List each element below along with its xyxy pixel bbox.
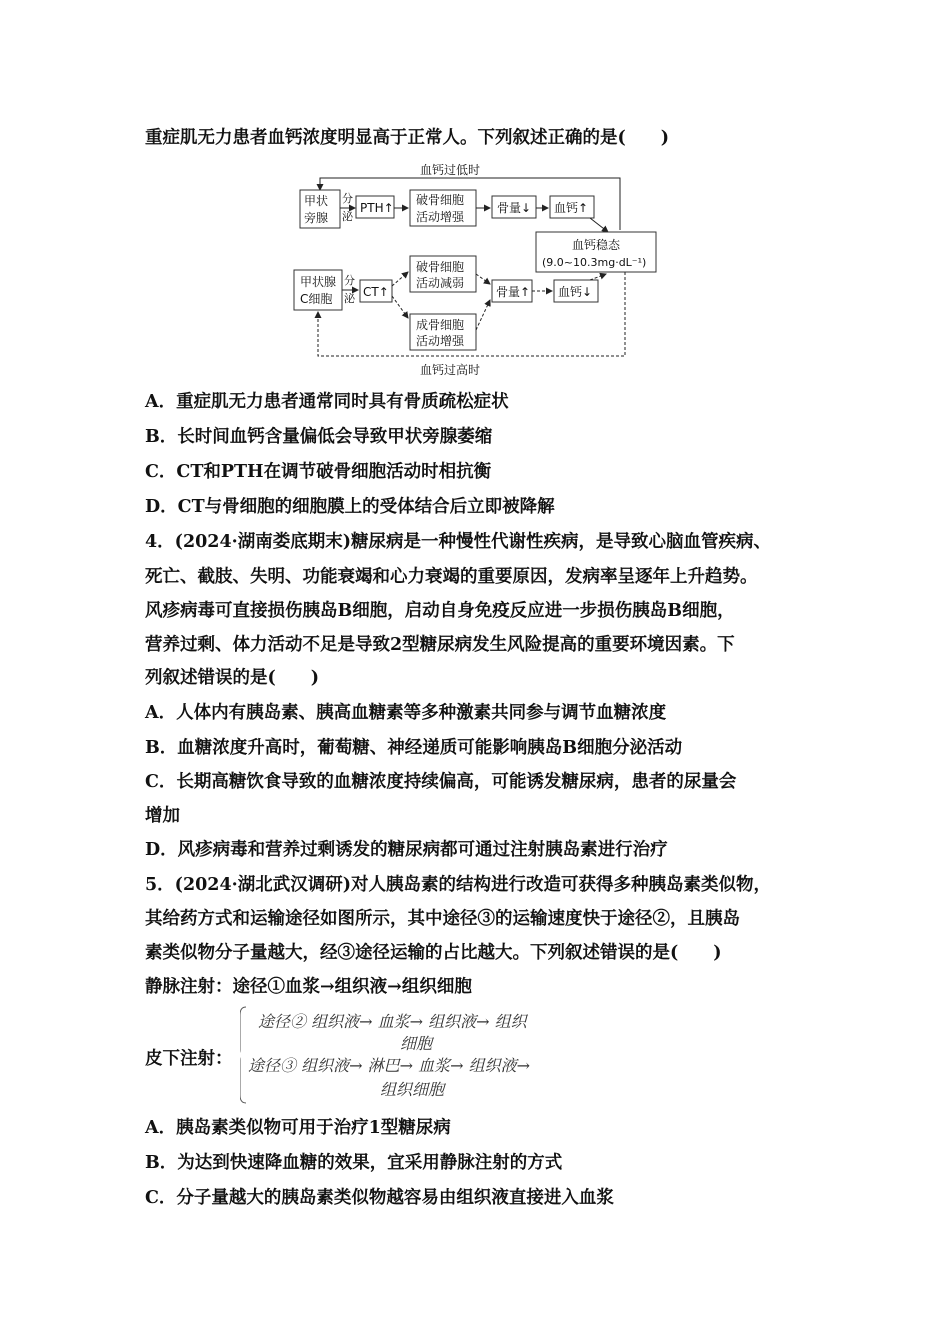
osteoclast-down-l2: 活动减弱 — [416, 276, 465, 290]
q5-option-c: C．分子量越大的胰岛素类似物越容易由组织液直接进入血浆 — [145, 1188, 614, 1208]
top-label: 血钙过低时 — [420, 163, 481, 177]
osteoblast-up-l1: 成骨细胞 — [416, 318, 465, 332]
q5-sc-label: 皮下注射： — [145, 1049, 233, 1069]
osteoclast-up-l2: 活动增强 — [416, 210, 465, 224]
parathyroid-l1: 甲状 — [304, 194, 329, 208]
q5-option-a: A．胰岛素类似物可用于治疗1型糖尿病 — [145, 1118, 451, 1138]
secrete1-b: 泌 — [342, 210, 353, 223]
q4-stem-1: 4．(2024·湖南娄底期末)糖尿病是一种慢性代谢性疾病，是导致心脑血管疾病、 — [145, 532, 772, 552]
thyroid-c-l1: 甲状腺 — [300, 275, 337, 289]
q5-stem-3: 素类似物分子量越大，经③途径运输的占比越大。下列叙述错误的是( ) — [145, 943, 722, 963]
q4-stem-3: 风疹病毒可直接损伤胰岛B细胞，启动自身免疫反应进一步损伤胰岛B细胞， — [145, 601, 735, 621]
q4-option-b: B．血糖浓度升高时，葡萄糖、神经递质可能影响胰岛B细胞分泌活动 — [145, 738, 683, 758]
calcium-up-label: 血钙↑ — [554, 201, 589, 215]
route3-l2: 组织细胞 — [380, 1080, 445, 1099]
parathyroid-l2: 旁腺 — [304, 211, 329, 225]
osteoclast-down-l1: 破骨细胞 — [416, 260, 465, 274]
secrete2-a: 分 — [344, 274, 355, 287]
q3-stem: 重症肌无力患者血钙浓度明显高于正常人。下列叙述正确的是( ) — [145, 128, 670, 148]
route3-l1: 途径③ 组织液→ 淋巴→ 血浆→ 组织液→ — [248, 1056, 530, 1075]
homeostasis-l2: (9.0~10.3mg·dL⁻¹) — [542, 256, 647, 269]
q4-option-c-cont: 增加 — [145, 806, 180, 826]
osteoblast-up-l2: 活动增强 — [416, 334, 465, 348]
calcium-regulation-diagram — [290, 160, 670, 380]
route2-l2: 细胞 — [400, 1034, 433, 1053]
secrete2-b: 泌 — [344, 292, 355, 305]
q4-stem-4: 营养过剩、体力活动不足是导致2型糖尿病发生风险提高的重要环境因素。下 — [145, 635, 735, 655]
q4-stem-5: 列叙述错误的是( ) — [145, 668, 320, 688]
q4-stem-2: 死亡、截肢、失明、功能衰竭和心力衰竭的重要原因，发病率呈逐年上升趋势。 — [145, 567, 758, 587]
q5-option-b: B．为达到快速降血糖的效果，宜采用静脉注射的方式 — [145, 1153, 563, 1173]
homeostasis-l1: 血钙稳态 — [572, 238, 621, 252]
bone-up-label: 骨量↑ — [496, 285, 531, 299]
q3-option-a: A．重症肌无力患者通常同时具有骨质疏松症状 — [145, 392, 509, 412]
thyroid-c-l2: C细胞 — [300, 292, 333, 306]
sc-routes — [240, 1005, 600, 1105]
q3-option-d: D．CT与骨细胞的细胞膜上的受体结合后立即被降解 — [145, 497, 555, 517]
q4-option-d: D．风疹病毒和营养过剩诱发的糖尿病都可通过注射胰岛素进行治疗 — [145, 840, 668, 860]
q4-option-a: A．人体内有胰岛素、胰高血糖素等多种激素共同参与调节血糖浓度 — [145, 703, 667, 723]
osteoclast-up-l1: 破骨细胞 — [416, 193, 465, 207]
q5-iv-route: 静脉注射：途径①血浆→组织液→组织细胞 — [145, 977, 472, 997]
bottom-label: 血钙过高时 — [420, 363, 481, 377]
pth-label: PTH↑ — [360, 201, 394, 215]
ct-label: CT↑ — [363, 285, 389, 299]
q3-option-b: B．长时间血钙含量偏低会导致甲状旁腺萎缩 — [145, 427, 493, 447]
q5-stem-1: 5．(2024·湖北武汉调研)对人胰岛素的结构进行改造可获得多种胰岛素类似物， — [145, 875, 772, 895]
q5-stem-2: 其给药方式和运输途径如图所示，其中途径③的运输速度快于途径②，且胰岛 — [145, 909, 740, 929]
route2-l1: 途径② 组织液→ 血浆→ 组织液→ 组织 — [258, 1012, 527, 1031]
bone-down-label: 骨量↓ — [497, 201, 532, 215]
q3-option-c: C．CT和PTH在调节破骨细胞活动时相抗衡 — [145, 462, 492, 482]
q4-option-c: C．长期高糖饮食导致的血糖浓度持续偏高，可能诱发糖尿病，患者的尿量会 — [145, 772, 737, 792]
secrete1-a: 分 — [342, 192, 353, 205]
calcium-down-label: 血钙↓ — [558, 285, 593, 299]
